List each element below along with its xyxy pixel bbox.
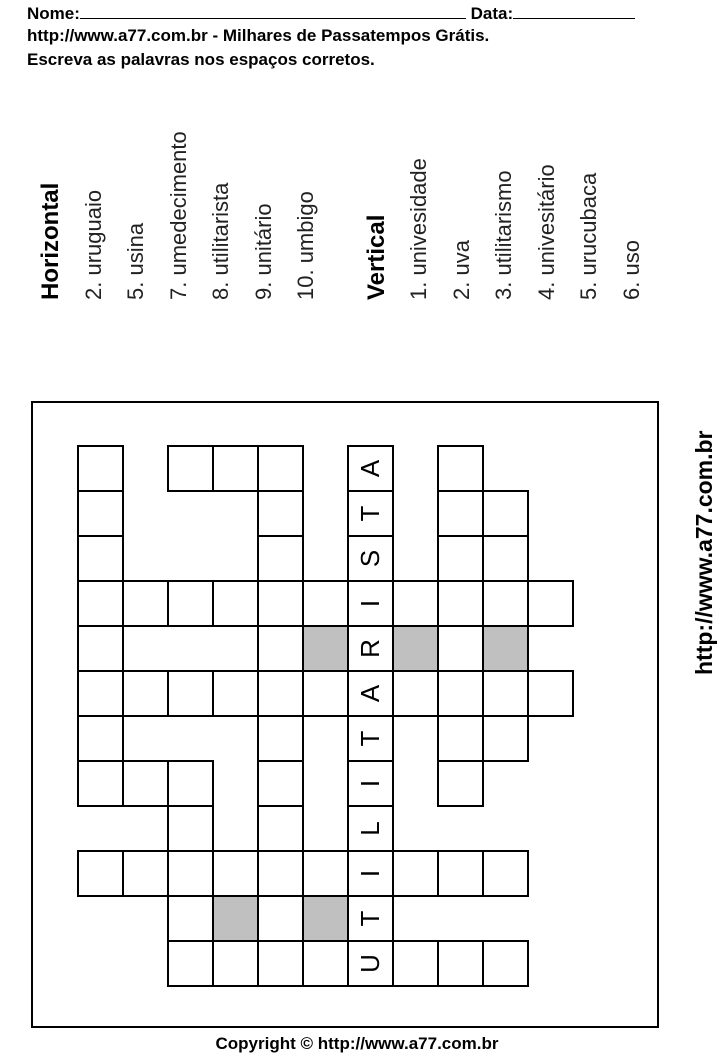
given-letter: I bbox=[355, 869, 385, 878]
horizontal-word: 10. umbigo bbox=[293, 191, 318, 300]
horizontal-word: 9. unitário bbox=[250, 203, 276, 300]
date-label: Data: bbox=[470, 4, 514, 23]
vertical-word: 3. utilitarismo bbox=[491, 170, 516, 300]
given-letter: A bbox=[355, 459, 385, 478]
given-letter: T bbox=[355, 730, 385, 747]
given-letter: S bbox=[355, 549, 385, 568]
horizontal-word: 2. uruguaio bbox=[80, 189, 106, 300]
given-letter: L bbox=[355, 821, 385, 836]
header-url-line: http://www.a77.com.br - Milhares de Passatempos Grátis. bbox=[27, 26, 490, 45]
given-letter: T bbox=[355, 505, 385, 522]
given-letter: R bbox=[355, 639, 385, 658]
vertical-word: 2. uva bbox=[448, 240, 474, 300]
vertical-word: 1. univesidade bbox=[406, 158, 431, 300]
vertical-title: Vertical bbox=[362, 214, 390, 300]
side-url: http://www.a77.com.br bbox=[691, 430, 717, 675]
given-letter: I bbox=[355, 599, 385, 608]
puzzle-frame bbox=[31, 401, 659, 1028]
vertical-word: 6. uso bbox=[618, 240, 644, 300]
horizontal-word: 5. usina bbox=[123, 222, 148, 300]
horizontal-word: 7. umedecimento bbox=[165, 131, 191, 300]
given-letter: A bbox=[355, 684, 385, 703]
horizontal-title: Horizontal bbox=[37, 182, 64, 300]
copyright: Copyright © http://www.a77.com.br bbox=[215, 1034, 499, 1053]
vertical-word: 4. univesitário bbox=[533, 164, 559, 300]
given-letter: T bbox=[355, 910, 385, 927]
name-label: Nome: bbox=[27, 4, 80, 23]
horizontal-word: 8. utilitarista bbox=[208, 182, 233, 300]
given-letter: I bbox=[355, 779, 385, 788]
vertical-word: 5. urucubaca bbox=[576, 172, 601, 300]
instruction-line: Escreva as palavras nos espaços corretos. bbox=[27, 50, 375, 69]
given-letter: U bbox=[355, 954, 385, 973]
word-list bbox=[30, 0, 653, 300]
